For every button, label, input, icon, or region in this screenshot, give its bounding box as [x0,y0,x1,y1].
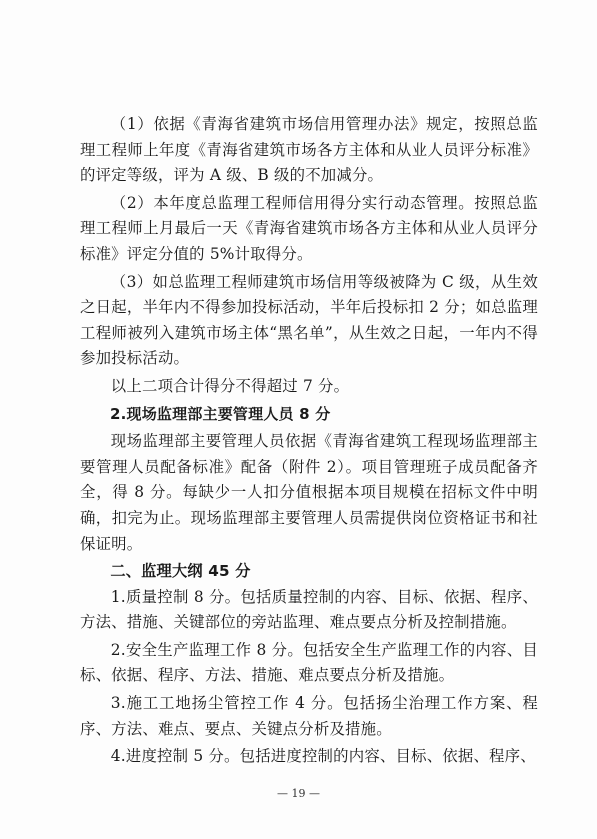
paragraph-3: （3）如总监理工程师建筑市场信用等级被降为 C 级，从生效之日起，半年内不得参加投标活动，半年后投标扣 2 分；如总监理工程师被列入建筑市场主体“黑名单”，从生效之日起，一年内不得参加投标活动。 [80,272,538,368]
section-heading-monitoring-outline: 二、监理大纲 45 分 [110,562,251,581]
section-heading-2: 2.现场监理部主要管理人员 8 分 [110,404,331,423]
paragraph-2: （2）本年度总监理工程师信用得分实行动态管理。按照总监理工程师上月最后一天《青海省建筑市场各方主体和从业人员评分标准》评定分值的 5%计取得分。 [80,193,538,263]
paragraph-1: （1）依据《青海省建筑市场信用管理办法》规定，按照总监理工程师上年度《青海省建筑市场各方主体和从业人员评分标准》的评定等级，评为 A 级、B 级的不加减分。 [80,115,538,185]
paragraph-4: 以上二项合计得分不得超过 7 分。 [110,376,350,395]
paragraph-5: 现场监理部主要管理人员依据《青海省建筑工程现场监理部主要管理人员配备标准》配备（附件 2）。项目管理班子成员配备齐全，得 8 分。每缺少一人扣分值根据本项目规模在招标文件中明确，扣完为止。现场监理部主要管理人员需提供岗位资格证书和社保证明。 [80,432,538,553]
page-number: — 19 — [277,787,320,800]
document-body [80,112,538,770]
paragraph-6: 1.质量控制 8 分。包括质量控制的内容、目标、依据、程序、方法、措施、关键部位的旁站监理、难点要点分析及控制措施。 [80,587,538,632]
paragraph-7: 2.安全生产监理工作 8 分。包括安全生产监理工作的内容、目标、依据、程序、方法、措施、难点要点分析及措施。 [80,640,538,685]
paragraph-9: 4.进度控制 5 分。包括进度控制的内容、目标、依据、程序、 [110,747,536,766]
paragraph-8: 3.施工工地扬尘管控工作 4 分。包括扬尘治理工作方案、程序、方法、难点、要点、关键点分析及措施。 [80,694,538,738]
